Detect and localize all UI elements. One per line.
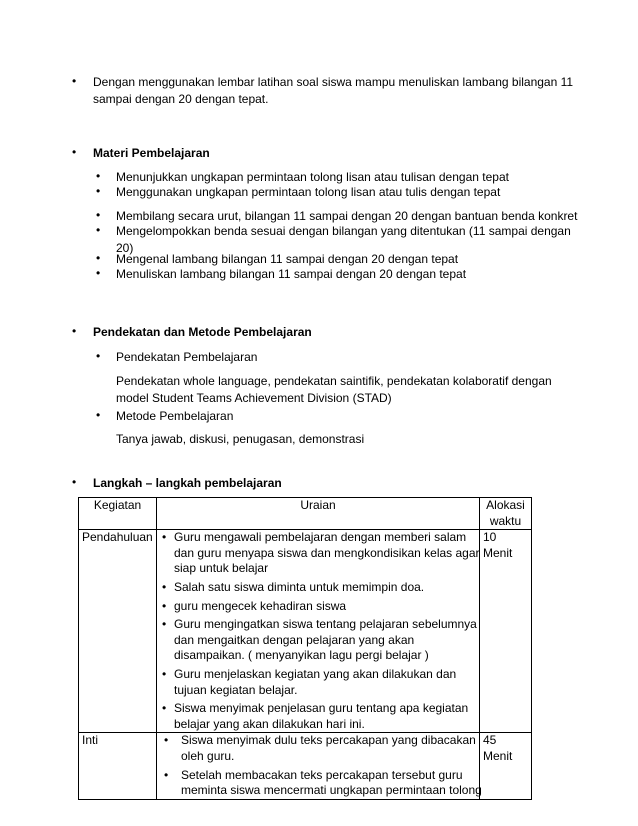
pendekatan-heading: Pendekatan dan Metode Pembelajaran — [93, 325, 312, 339]
uraian-cell — [157, 530, 480, 733]
pendekatan-description: Pendekatan whole language, pendekatan saintifik, pendekatan kolaboratif dengan model Student Teams Achievement Division (STAD) — [116, 374, 552, 405]
uraian-item: • Siswa menyimak penjelasan guru tentang apa kegiatan belajar yang akan dilakukan hari ini. — [162, 701, 469, 731]
bullet-dot: • — [72, 324, 77, 338]
table-header-row — [79, 498, 532, 530]
header-uraian: Uraian — [157, 498, 480, 530]
uraian-item: • guru mengecek kehadiran siswa — [162, 598, 347, 613]
uraian-cell — [157, 733, 480, 799]
uraian-item: • Guru mengingatkan siswa tentang pelajaran sebelumnya dan mengaitkan dengan pelajaran yang akan disampaikan. ( menyanyikan lagu pergi belajar ) — [162, 617, 477, 663]
table-row — [79, 733, 532, 799]
uraian-item: • Guru menjelaskan kegiatan yang akan dilakukan dan tujuan kegiatan belajar. — [162, 666, 457, 697]
materi-heading: Materi Pembelajaran — [93, 146, 210, 160]
bullet-dot: • — [72, 74, 77, 88]
table-row — [79, 530, 532, 733]
kegiatan-cell: Inti — [79, 733, 157, 799]
learning-steps-table — [78, 497, 532, 800]
uraian-item: • Setelah membacakan teks percakapan tersebut guru meminta siswa mencermati ungkapan permintaan tolong — [164, 767, 482, 798]
objective-line-1: Dengan menggunakan lembar latihan soal siswa mampu menuliskan lambang bilangan 11 — [93, 75, 574, 89]
alokasi-cell: 45 Menit — [480, 733, 532, 799]
langkah-heading: Langkah – langkah pembelajaran — [93, 476, 282, 490]
alokasi-cell: 10 Menit — [480, 530, 532, 733]
kegiatan-cell: Pendahuluan — [79, 530, 157, 733]
header-kegiatan: Kegiatan — [79, 498, 157, 530]
metode-description: Tanya jawab, diskusi, penugasan, demonstrasi — [116, 432, 365, 446]
uraian-item: • Siswa menyimak dulu teks percakapan yang dibacakan oleh guru. — [164, 733, 476, 763]
document-page: • Dengan menggunakan lembar latihan soal siswa mampu menuliskan lambang bilangan 11 sampai dengan 20 dengan tepat. • Materi Pembelajaran • Menunjukkan ungkapan permintaan tolong lisan atau tulisan dengan tepat • Menggunakan ungkapan permintaan tolong lisan atau tulis dengan tepat • Membilang secara urut, bilangan 11 sampai dengan 20 dengan bantuan benda konkret • Mengelompokkan benda sesuai dengan bilangan yang ditentukan (11 sampai dengan 20) • Mengenal lambang bilangan 11 sampai dengan 20 dengan tepat • Menuliskan lambang bilangan 11 sampai dengan 20 dengan tepat • Pendekatan dan Metode Pembelajaran • Pendekatan Pembelajaran Pendekatan whole language, pendekatan saintifik, pendekatan kolaboratif dengan model Student Teams Achievement Division (STAD) • Metode Pembelajaran Tanya jawab, diskusi, penugasan, demonstrasi • Langkah – langkah pembelajaran Kegiatan Uraian Alokasi waktu Pendahuluan • Guru mengawali pembelajaran dengan memberi salam dan guru menyapa siswa dan mengkondisikan kelas agar siap untuk belajar • Salah satu siswa diminta untuk memimpin doa. • guru mengecek kehadiran siswa • Guru mengingatkan siswa tentang pelajaran sebelumnya dan mengaitkan dengan pelajaran yang akan disampaikan. ( menyanyikan lagu pergi belajar ) • Guru menjelaskan kegiatan yang akan dilakukan dan tujuan kegiatan belajar. • Siswa menyimak penjelasan guru tentang apa kegiatan belajar yang akan dilakukan hari ini. 10 Menit Inti • Siswa menyimak dulu teks percakapan yang dibacakan oleh guru. • Setelah membacakan teks percakapan tersebut guru meminta siswa mencermati ungkapan permintaan tolong 45 Menit — [0, 0, 638, 826]
header-alokasi: Alokasi waktu — [480, 498, 532, 530]
objective-line-2: sampai dengan 20 dengan tepat. — [93, 91, 269, 106]
bullet-dot: • — [72, 475, 77, 489]
uraian-item: • Salah satu siswa diminta untuk memimpin doa. — [162, 579, 425, 594]
uraian-item: • Guru mengawali pembelajaran dengan memberi salam dan guru menyapa siswa dan mengkondisikan kelas agar siap untuk belajar — [162, 530, 480, 576]
bullet-dot: • — [72, 145, 77, 159]
